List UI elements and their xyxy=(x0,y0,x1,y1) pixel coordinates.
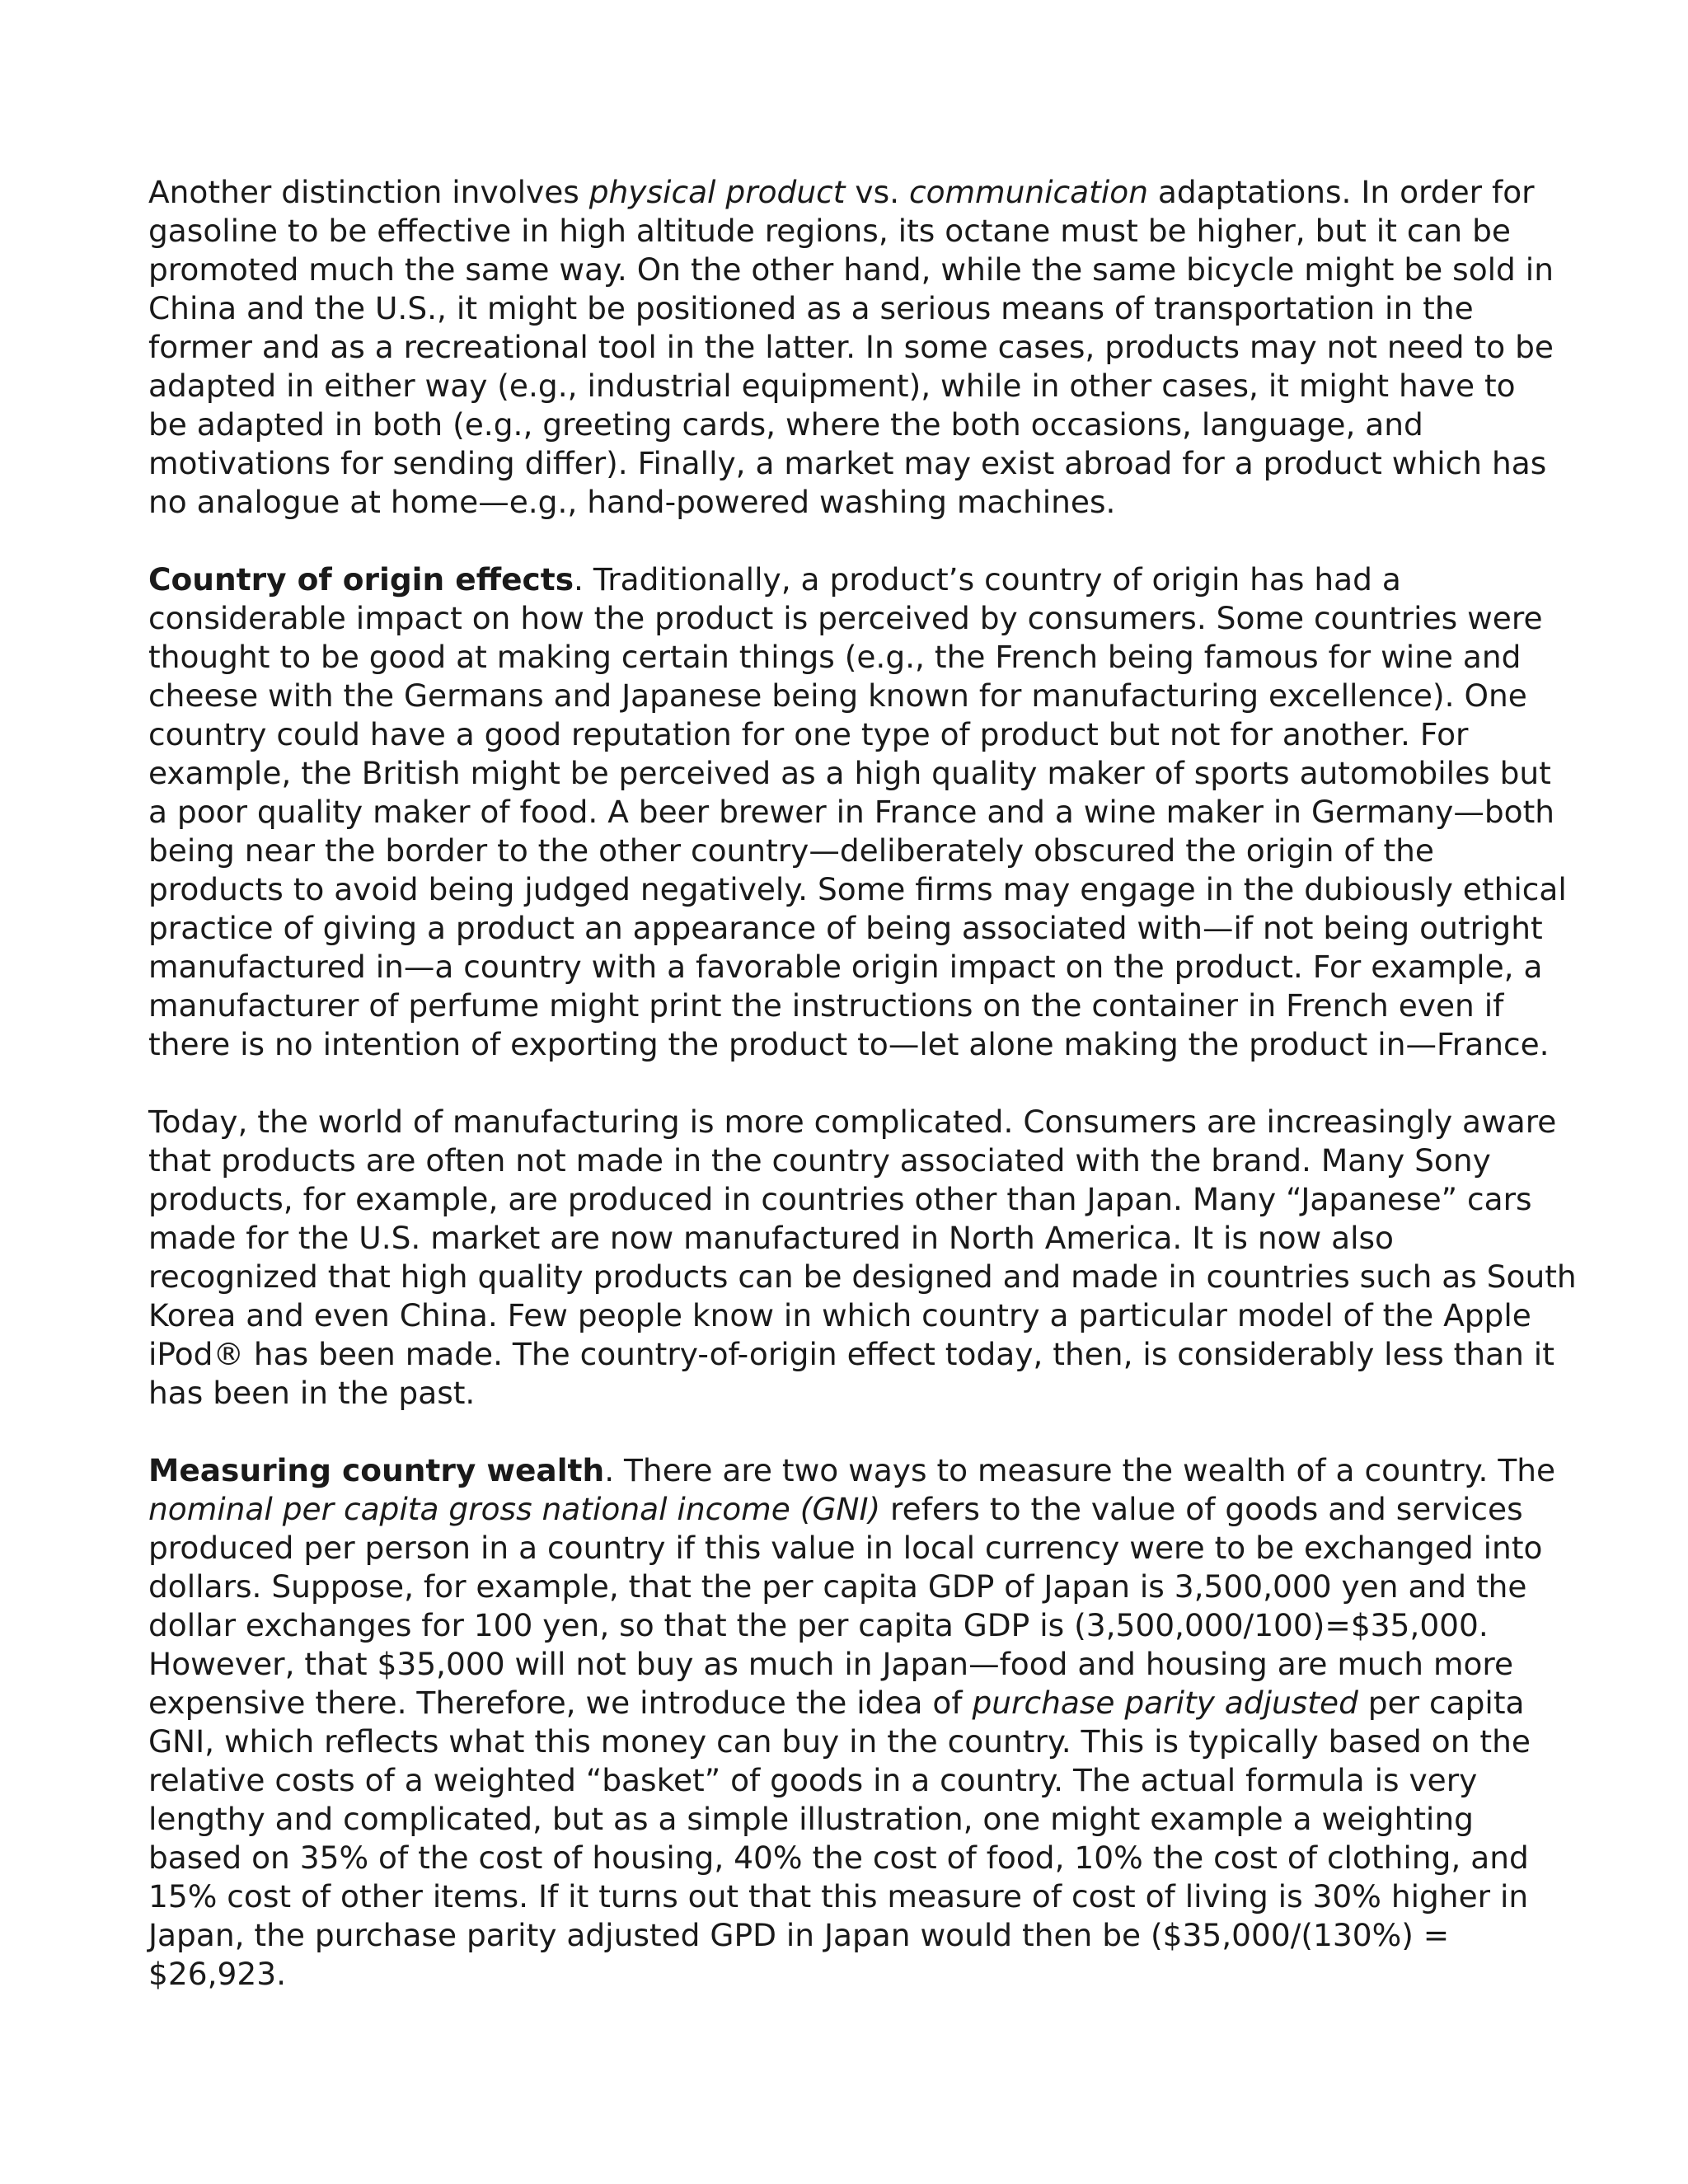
text-line xyxy=(148,212,1541,251)
text-run: adapted in either way (e.g., industrial equipment), while in other cases, it might have to xyxy=(148,368,1516,404)
text-line xyxy=(148,1916,1541,1955)
text-run: However, that $35,000 will not buy as much in Japan—food and housing are much more xyxy=(148,1646,1514,1682)
text-line xyxy=(148,677,1541,715)
text-run: dollar exchanges for 100 yen, so that the per capita GDP is (3,500,000/100)=$35,000. xyxy=(148,1607,1489,1643)
text-run: per capita xyxy=(1357,1685,1525,1721)
text-run: . There are two ways to measure the wealth of a country. The xyxy=(604,1452,1556,1488)
text-run: $26,923. xyxy=(148,1956,286,1992)
text-line xyxy=(148,560,1541,599)
text-run: being near the border to the other country—deliberately obscured the origin of the xyxy=(148,832,1434,869)
text-run: Japan, the purchase parity adjusted GPD in Japan would then be ($35,000/(130%) = xyxy=(148,1917,1450,1953)
text-line xyxy=(148,832,1541,870)
text-line xyxy=(148,948,1541,987)
text-run: motivations for sending differ). Finally, a market may exist abroad for a product which has xyxy=(148,445,1547,481)
text-line xyxy=(148,1374,1541,1413)
text-run: refers to the value of goods and services xyxy=(880,1491,1523,1527)
text-run: lengthy and complicated, but as a simple illustration, one might example a weighting xyxy=(148,1801,1474,1837)
text-line xyxy=(148,1761,1541,1800)
text-line xyxy=(148,1955,1541,1994)
text-run: . Traditionally, a product’s country of origin has had a xyxy=(574,561,1401,598)
text-line xyxy=(148,1568,1541,1606)
text-line xyxy=(148,1645,1541,1684)
emphasis-term: purchase parity adjusted xyxy=(972,1685,1358,1721)
text-line xyxy=(148,1722,1541,1761)
body-text xyxy=(148,173,1577,2032)
text-run: products, for example, are produced in countries other than Japan. Many “Japanese” cars xyxy=(148,1181,1532,1217)
section-heading: Country of origin effects xyxy=(148,561,574,598)
text-run: iPod® has been made. The country-of-origin effect today, then, is considerably less than it xyxy=(148,1336,1554,1372)
text-run: GNI, which reflects what this money can buy in the country. This is typically based on the xyxy=(148,1723,1531,1760)
text-run: example, the British might be perceived as a high quality maker of sports automobiles but xyxy=(148,755,1551,791)
text-run: cheese with the Germans and Japanese being known for manufacturing excellence). One xyxy=(148,677,1527,714)
paragraph-adaptations xyxy=(148,173,1554,522)
emphasis-term: physical product xyxy=(588,174,846,210)
text-line xyxy=(148,328,1554,367)
emphasis-term: nominal per capita gross national income (GNI) xyxy=(148,1491,881,1527)
text-run: manufacturer of perfume might print the instructions on the container in French even if xyxy=(148,987,1504,1024)
text-line xyxy=(148,173,1541,212)
text-line xyxy=(148,909,1541,948)
text-line xyxy=(148,1451,1556,1490)
text-line xyxy=(148,1025,1550,1064)
text-run: Another distinction involves xyxy=(148,174,589,210)
text-line xyxy=(148,1258,1577,1296)
text-line xyxy=(148,444,1547,483)
text-run: Today, the world of manufacturing is more complicated. Consumers are increasingly aware xyxy=(148,1104,1557,1140)
text-line xyxy=(148,1296,1541,1335)
text-run: adaptations. In order for xyxy=(1147,174,1535,210)
text-line xyxy=(148,1800,1541,1839)
paragraph-country-of-origin xyxy=(148,560,1567,1064)
paragraph-manufacturing-today xyxy=(148,1103,1577,1413)
text-run: 15% cost of other items. If it turns out that this measure of cost of living is 30% higher in xyxy=(148,1878,1529,1915)
text-line xyxy=(148,1490,1541,1529)
text-run: practice of giving a product an appearance of being associated with—if not being outright xyxy=(148,910,1543,946)
text-line xyxy=(148,251,1554,289)
text-run: expensive there. Therefore, we introduce the idea of xyxy=(148,1685,973,1721)
text-line xyxy=(148,638,1541,677)
text-line xyxy=(148,1877,1541,1916)
text-line xyxy=(148,599,1541,638)
text-line xyxy=(148,405,1541,444)
text-run: based on 35% of the cost of housing, 40% the cost of food, 10% the cost of clothing, and xyxy=(148,1840,1529,1876)
text-run: has been in the past. xyxy=(148,1375,476,1411)
text-run: made for the U.S. market are now manufactured in North America. It is now also xyxy=(148,1220,1395,1256)
text-run: manufactured in—a country with a favorable origin impact on the product. For example, a xyxy=(148,949,1543,985)
text-run: no analogue at home—e.g., hand-powered washing machines. xyxy=(148,484,1116,520)
text-line xyxy=(148,987,1541,1025)
text-line xyxy=(148,1219,1541,1258)
text-line xyxy=(148,367,1541,405)
text-line xyxy=(148,1529,1541,1568)
text-run: products to avoid being judged negatively. Some firms may engage in the dubiously ethical xyxy=(148,871,1567,907)
emphasis-term: communication xyxy=(908,174,1148,210)
text-run: considerable impact on how the product is perceived by consumers. Some countries were xyxy=(148,600,1543,636)
text-run: that products are often not made in the country associated with the brand. Many Sony xyxy=(148,1142,1491,1179)
text-run: China and the U.S., it might be positioned as a serious means of transportation in the xyxy=(148,290,1474,326)
text-run: country could have a good reputation for one type of product but not for another. For xyxy=(148,716,1469,752)
text-run: vs. xyxy=(845,174,909,210)
text-line xyxy=(148,1141,1541,1180)
text-run: promoted much the same way. On the other hand, while the same bicycle might be sold in xyxy=(148,251,1554,288)
paragraph-country-wealth xyxy=(148,1451,1556,1994)
text-line xyxy=(148,715,1541,754)
text-run: Korea and even China. Few people know in which country a particular model of the Apple xyxy=(148,1297,1531,1333)
text-run: produced per person in a country if this value in local currency were to be exchanged into xyxy=(148,1530,1543,1566)
text-run: recognized that high quality products can be designed and made in countries such as South xyxy=(148,1258,1577,1295)
text-run: be adapted in both (e.g., greeting cards, where the both occasions, language, and xyxy=(148,406,1423,443)
text-run: there is no intention of exporting the product to—let alone making the product in—France. xyxy=(148,1026,1550,1062)
text-line xyxy=(148,289,1541,328)
text-line xyxy=(148,1606,1541,1645)
text-line xyxy=(148,1103,1557,1141)
text-line xyxy=(148,1180,1541,1219)
text-run: a poor quality maker of food. A beer brewer in France and a wine maker in Germany—both xyxy=(148,794,1555,830)
text-line xyxy=(148,1839,1541,1877)
text-line xyxy=(148,483,1541,522)
text-run: thought to be good at making certain things (e.g., the French being famous for wine and xyxy=(148,639,1522,675)
text-line xyxy=(148,754,1551,793)
text-line xyxy=(148,793,1555,832)
section-heading: Measuring country wealth xyxy=(148,1452,605,1488)
text-line xyxy=(148,1335,1554,1374)
text-run: former and as a recreational tool in the latter. In some cases, products may not need to be xyxy=(148,329,1554,365)
text-line xyxy=(148,1684,1541,1722)
text-run: dollars. Suppose, for example, that the per capita GDP of Japan is 3,500,000 yen and the xyxy=(148,1568,1527,1605)
text-run: gasoline to be effective in high altitude regions, its octane must be higher, but it can be xyxy=(148,213,1511,249)
text-run: relative costs of a weighted “basket” of goods in a country. The actual formula is very xyxy=(148,1762,1478,1798)
text-line xyxy=(148,870,1567,909)
